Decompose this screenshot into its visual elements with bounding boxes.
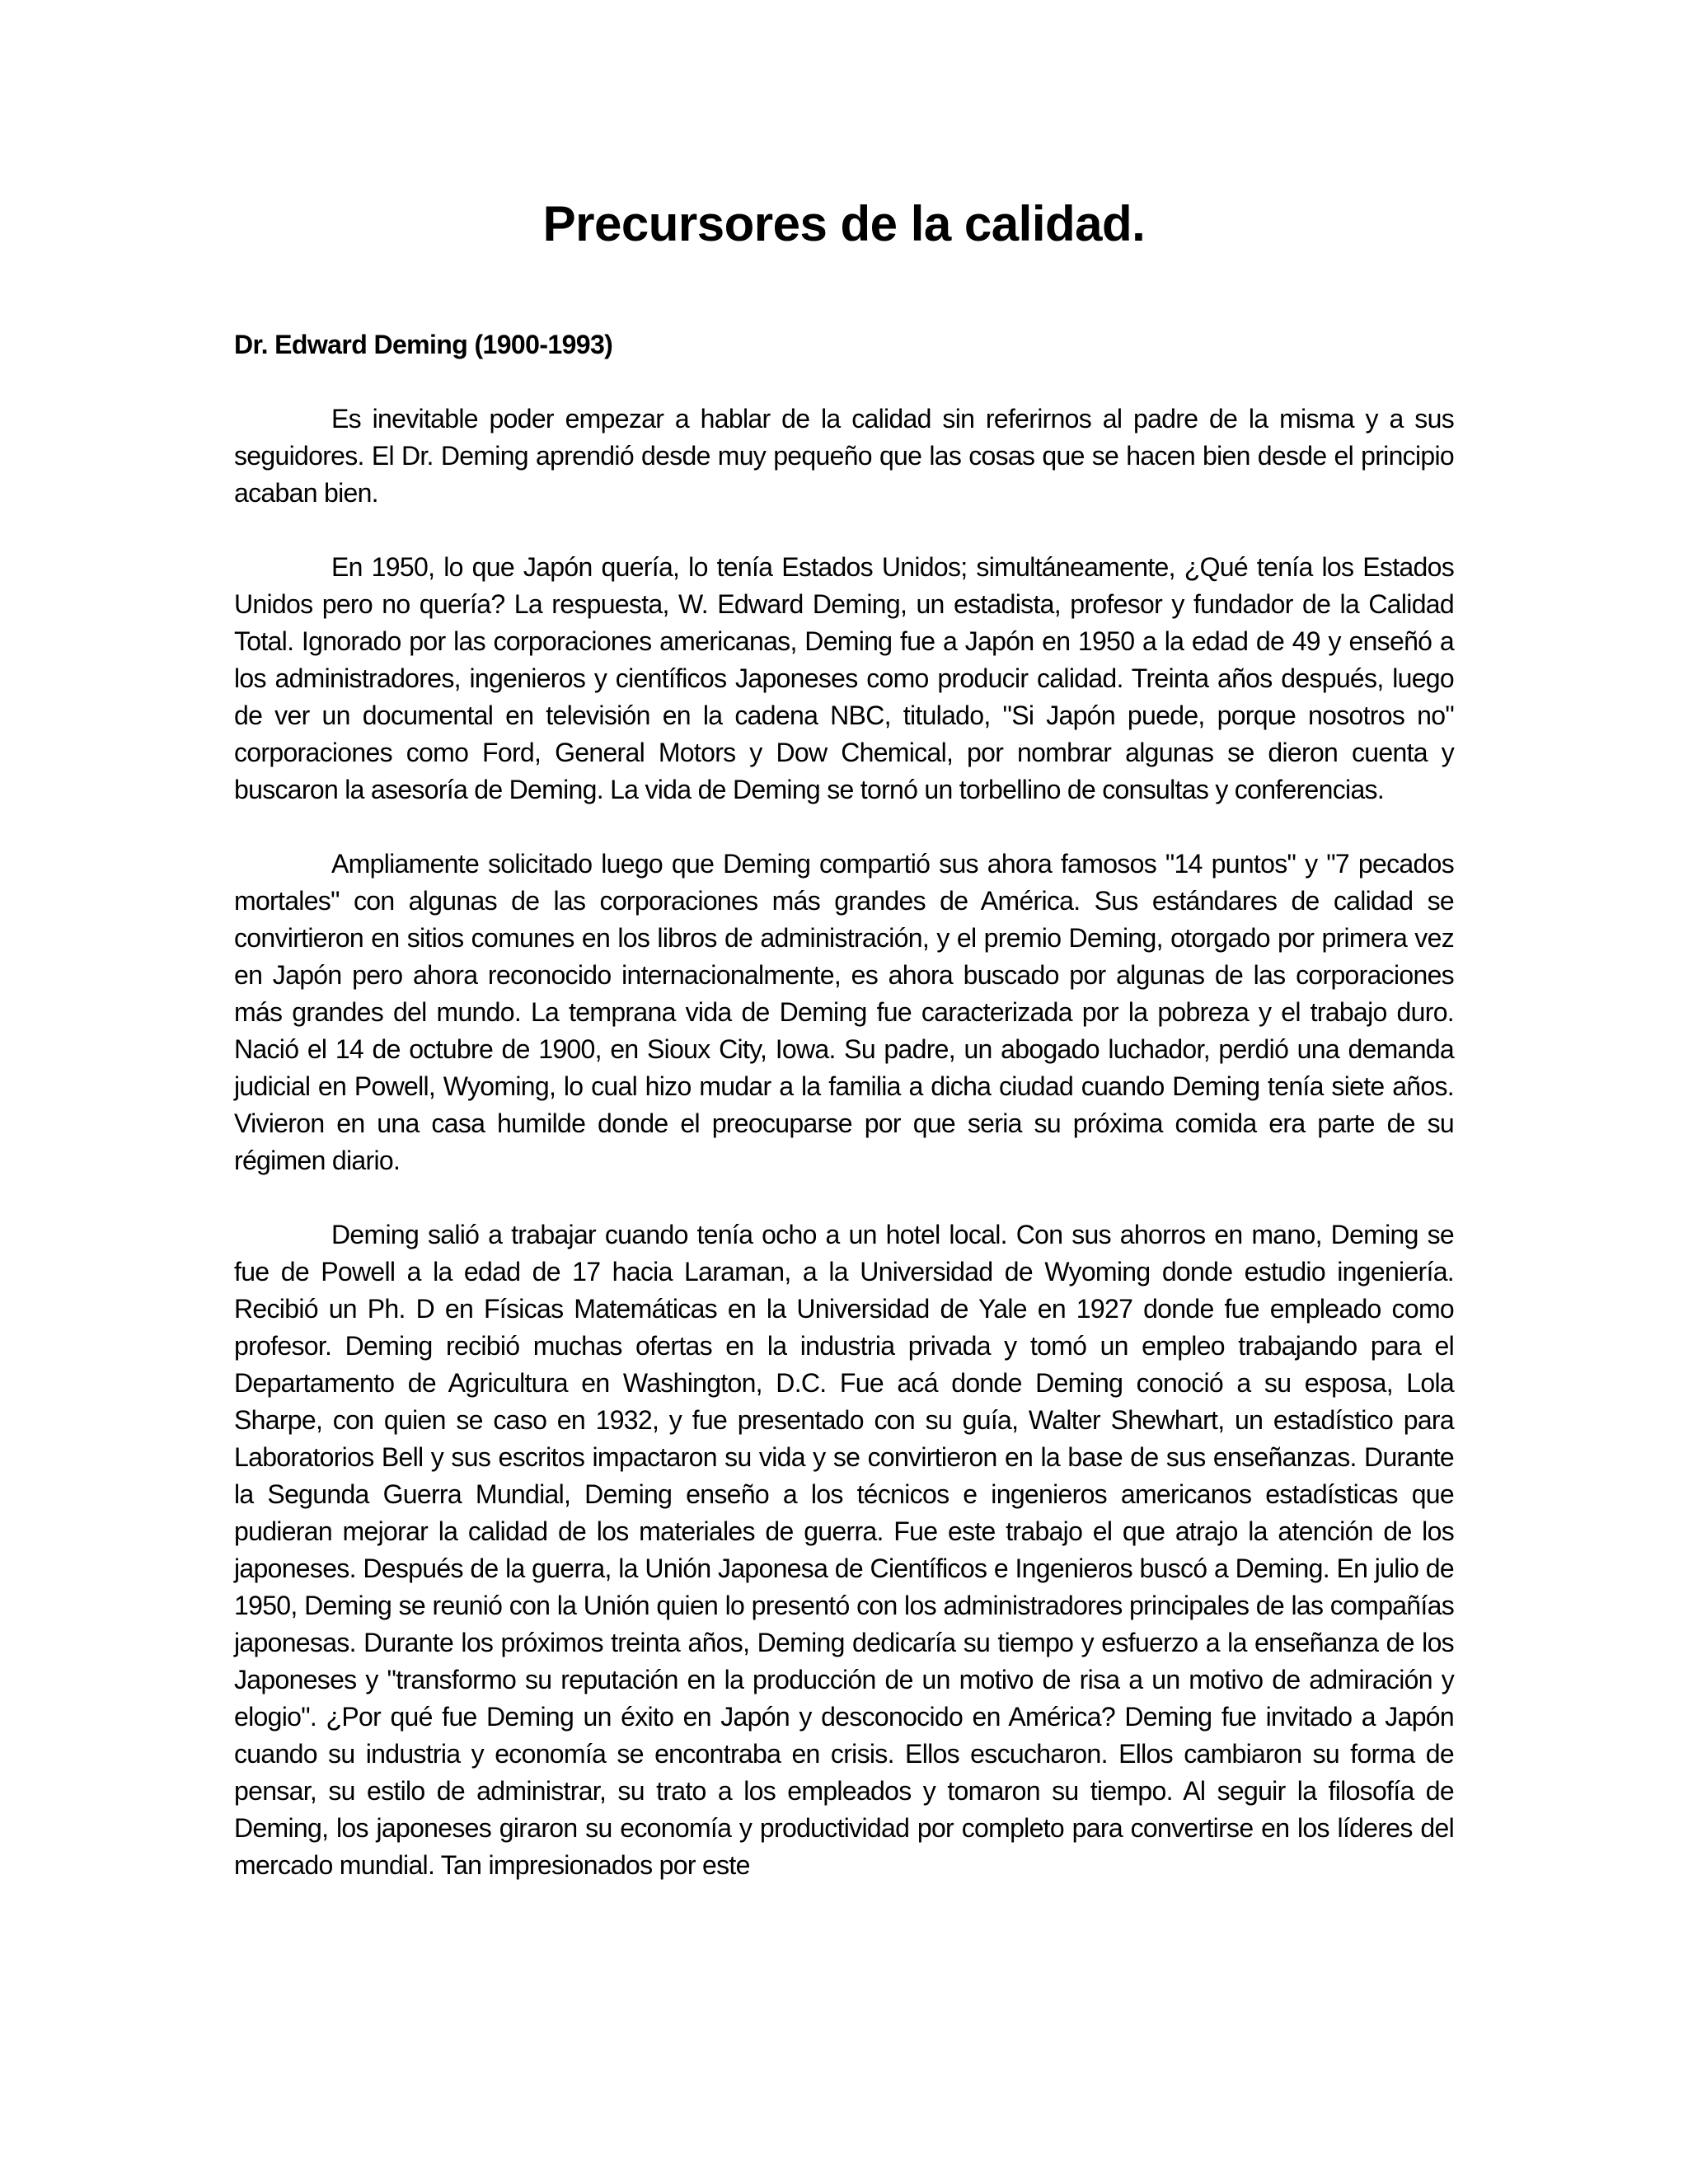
paragraph-japan-1950: En 1950, lo que Japón quería, lo tenía Estados Unidos; simultáneamente, ¿Qué tenía los Estados Unidos pero no quería? La respuesta, W. Edward Deming, un estadista, profesor y fundador de la Calidad Total. Ignorado por las corporaciones americanas, Deming fue a Japón en 1950 a la edad de 49 y enseñó a los administradores, ingenieros y científicos Japoneses como producir calidad. Treinta años después, luego de ver un documental en televisión en la cadena NBC, titulado, "Si Japón puede, porque nosotros no" corporaciones como Ford, General Motors y Dow Chemical, por nombrar algunas se dieron cuenta y buscaron la asesoría de Deming. La vida de Deming se tornó un torbellino de consultas y conferencias. [234, 552, 1454, 804]
page-title: Precursores de la calidad. [542, 196, 1146, 251]
section-heading: Dr. Edward Deming (1900-1993) [234, 330, 613, 359]
paragraph-early-life: Ampliamente solicitado luego que Deming compartió sus ahora famosos "14 puntos" y "7 pecados mortales" con algunas de las corporaciones más grandes de América. Sus estándares de calidad se convirtieron en sitios comunes en los libros de administración, y el premio Deming, otorgado por primera vez en Japón pero ahora reconocido internacionalmente, es ahora buscado por algunas de las corporaciones más grandes del mundo. La temprana vida de Deming fue caracterizada por la pobreza y el trabajo duro. Nació el 14 de octubre de 1900, en Sioux City, Iowa. Su padre, un abogado luchador, perdió una demanda judicial en Powell, Wyoming, lo cual hizo mudar a la familia a dicha ciudad cuando Deming tenía siete años. Vivieron en una casa humilde donde el preocuparse por que seria su próxima comida era parte de su régimen diario. [234, 849, 1454, 1175]
paragraph-intro: Es inevitable poder empezar a hablar de la calidad sin referirnos al padre de la misma y a sus seguidores. El Dr. Deming aprendió desde muy pequeño que las cosas que se hacen bien desde el principio acaban bien. [234, 404, 1454, 508]
paragraph-career: Deming salió a trabajar cuando tenía ocho a un hotel local. Con sus ahorros en mano, Deming se fue de Powell a la edad de 17 hacia Laraman, a la Universidad de Wyoming donde estudio ingeniería. Recibió un Ph. D en Físicas Matemáticas en la Universidad de Yale en 1927 donde fue empleado como profesor. Deming recibió muchas ofertas en la industria privada y tomó un empleo trabajando para el Departamento de Agricultura en Washington, D.C. Fue acá donde Deming conoció a su esposa, Lola Sharpe, con quien se caso en 1932, y fue presentado con su guía, Walter Shewhart, un estadístico para Laboratorios Bell y sus escritos impactaron su vida y se convirtieron en la base de sus enseñanzas. Durante la Segunda Guerra Mundial, Deming enseño a los técnicos e ingenieros americanos estadísticas que pudieran mejorar la calidad de los materiales de guerra. Fue este trabajo el que atrajo la atención de los japoneses. Después de la guerra, la Unión Japonesa de Científicos e Ingenieros buscó a Deming. En julio de 1950, Deming se reunió con la Unión quien lo presentó con los administradores principales de las compañías japonesas. Durante los próximos treinta años, Deming dedicaría su tiempo y esfuerzo a la enseñanza de los Japoneses y "transformo su reputación en la producción de un motivo de risa a un motivo de admiración y elogio". ¿Por qué fue Deming un éxito en Japón y desconocido en América? Deming fue invitado a Japón cuando su industria y economía se encontraba en crisis. Ellos escucharon. Ellos cambiaron su forma de pensar, su estilo de administrar, su trato a los empleados y tomaron su tiempo. Al seguir la filosofía de Deming, los japoneses giraron su economía y productividad por completo para convertirse en los líderes del mercado mundial. Tan impresionados por este [234, 1220, 1454, 1880]
document-body [234, 326, 1454, 1884]
